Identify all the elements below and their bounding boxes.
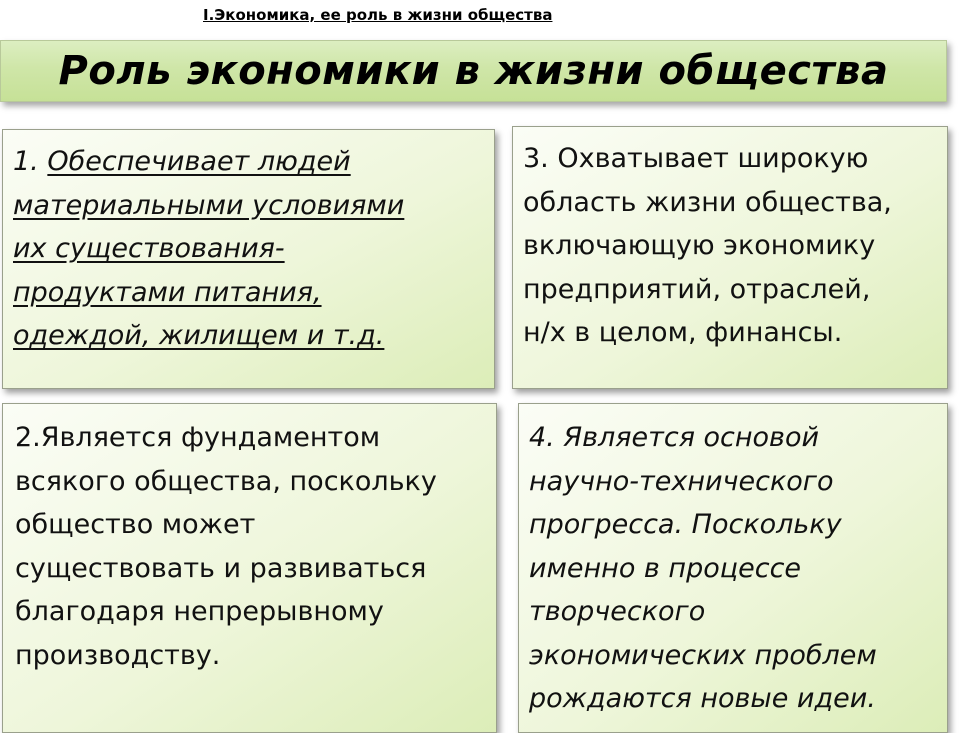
card-line: н/х в целом, финансы. bbox=[523, 317, 843, 348]
card-line: область жизни общества, bbox=[523, 186, 892, 218]
card-line: 4. Является основой bbox=[529, 422, 820, 453]
card-line: благодаря непрерывному bbox=[15, 596, 384, 627]
card-line bbox=[13, 140, 484, 184]
card-text: Обеспечивает людей bbox=[47, 146, 351, 177]
role-card-4 bbox=[518, 403, 948, 733]
card-line: их существования- bbox=[13, 233, 285, 264]
card-line: 3. Охватывает широкую bbox=[523, 143, 869, 174]
card-line: прогресса. Поскольку bbox=[529, 509, 842, 540]
card-line: творческого bbox=[529, 596, 706, 627]
card-line: научно-технического bbox=[529, 465, 834, 497]
title-banner bbox=[0, 40, 947, 102]
role-card-1 bbox=[2, 129, 495, 389]
card-line: одеждой, жилищем и т.д. bbox=[13, 320, 385, 351]
card-line: 2.Является фундаментом bbox=[15, 422, 381, 453]
card-line: включающую экономику bbox=[523, 230, 876, 261]
card-line: именно в процессе bbox=[529, 552, 802, 584]
card-line: материальными условиями bbox=[13, 189, 405, 221]
card-line: производству. bbox=[15, 639, 221, 671]
card-line: общество может bbox=[15, 509, 256, 540]
card-line: экономических проблем bbox=[529, 639, 877, 671]
role-card-3 bbox=[512, 126, 948, 389]
role-card-2 bbox=[2, 403, 497, 733]
card-number: 1. bbox=[13, 146, 39, 177]
card-line: рождаются новые идеи. bbox=[529, 683, 876, 714]
card-line: всякого общества, поскольку bbox=[15, 465, 437, 497]
section-reference: I.Экономика, ее роль в жизни общества bbox=[203, 6, 553, 24]
card-line: продуктами питания, bbox=[13, 276, 322, 308]
card-line: предприятий, отраслей, bbox=[523, 273, 871, 305]
slide-title: Роль экономики в жизни общества bbox=[58, 48, 889, 94]
card-line: существовать и развиваться bbox=[15, 552, 427, 584]
